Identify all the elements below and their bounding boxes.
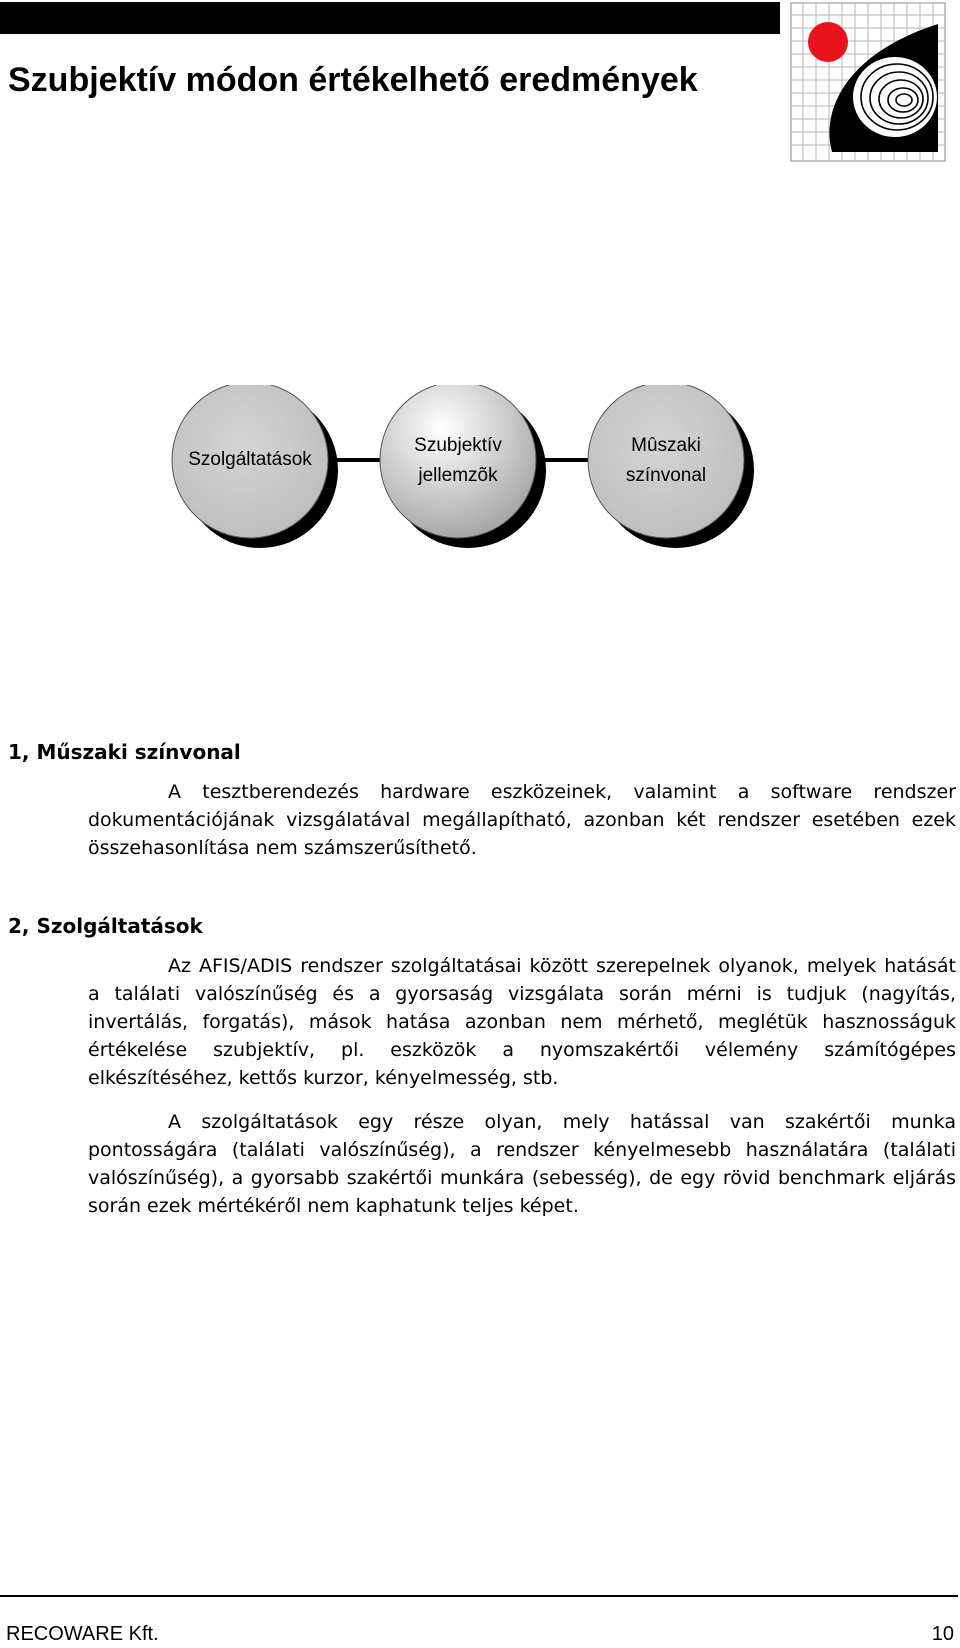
footer-company: RECOWARE Kft. [6,1623,159,1645]
page-title: Szubjektív módon értékelhető eredmények [8,61,698,99]
page-number: 10 [931,1623,954,1645]
paragraph: A szolgáltatások egy része olyan, mely hatással van szakértői munka pontosságára (találati valószínűség), a rendszer kényelmesebb használatára (találati valószínűség), a gyorsabb szakértői munkára (sebesség), de egy rövid benchmark eljárás során ezek mértékéről nem kaphatunk teljes képet. [88,1111,956,1217]
section-heading: 1, Műszaki színvonal [8,740,241,764]
section-heading: 2, Szolgáltatások [8,914,203,938]
node-label-subjective: Szubjektív jellemzõk [414,435,502,486]
footer-divider [0,1595,958,1597]
node-label-services: Szolgáltatások [188,449,312,470]
header-bar [0,2,780,34]
paragraph: Az AFIS/ADIS rendszer szolgáltatásai között szerepelnek olyanok, melyek hatását a találati valószínűség és a gyorsaság vizsgálata során mérni is tudjuk (nagyítás, invertálás, forgatás), mások hatása azonban nem mérhető, meglétük hasznosságuk értékelése szubjektív, pl. eszközök a nyomszakértői vélemény számítógépes elkészítéséhez, kettős kurzor, kényelmesség, stb. [88,955,956,1089]
node-label-technical: Mûszaki színvonal [625,435,707,486]
concept-diagram [170,385,810,575]
fingerprint-logo [790,2,946,162]
paragraph: A tesztberendezés hardware eszközeinek, valamint a software rendszer dokumentációjának vizsgálatával megállapítható, azonban két rendszer esetében ezek összehasonlítása nem számszerűsíthető. [88,781,956,859]
